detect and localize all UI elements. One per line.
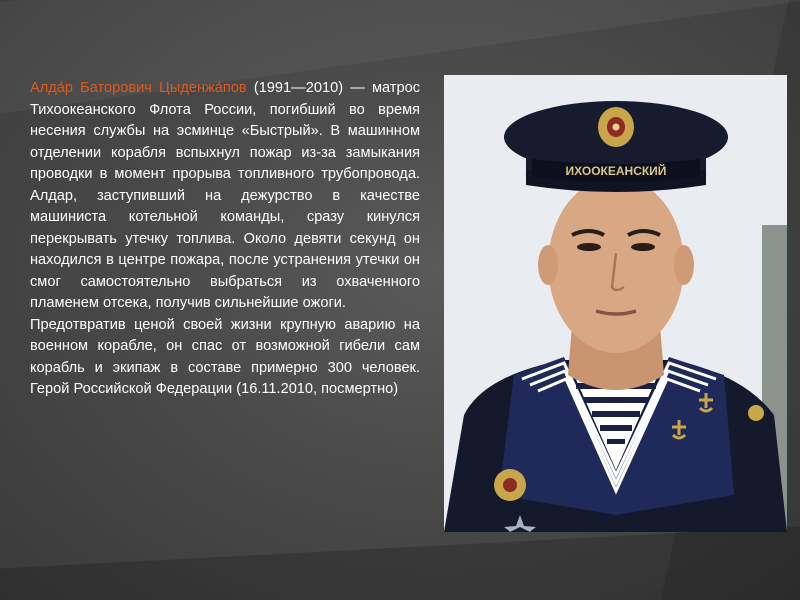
- sailor-portrait-image: [444, 75, 787, 532]
- portrait-photo: [444, 75, 787, 532]
- biography-paragraph-1: [30, 78, 420, 315]
- biography-text: [30, 78, 420, 401]
- hero-years: (1991—2010): [253, 80, 344, 96]
- cap-band-text: ИХООКЕАНСКИЙ: [565, 164, 667, 178]
- biography-paragraph-1-body: — матрос Тихоокеанского Флота России, погибший во время несения службы на эсминце «Быстрый». В машинном отделении корабля вспыхнул пожар из-за замыкания проводки в момент прорыва топливного трубопровода. Алдар, заступивший на дежурство в качестве машиниста котельной команды, сразу кинулся перекрывать утечку топлива. Около девяти секунд он находился в центре пожара, после устранения утечки он смог самостоятельно выбраться из охваченного пламенем отсека, получив сильнейшие ожоги.: [30, 80, 421, 311]
- hero-name: Алда́р Баторович Цыденжа́пов: [30, 80, 247, 96]
- biography-paragraph-2: Предотвратив ценой своей жизни крупную аварию на военном корабле, он спас от возможной гибели сам корабль и экипаж в составе примерно 300 человек. Герой Российской Федерации (16.11.2010, посмертно): [30, 316, 420, 397]
